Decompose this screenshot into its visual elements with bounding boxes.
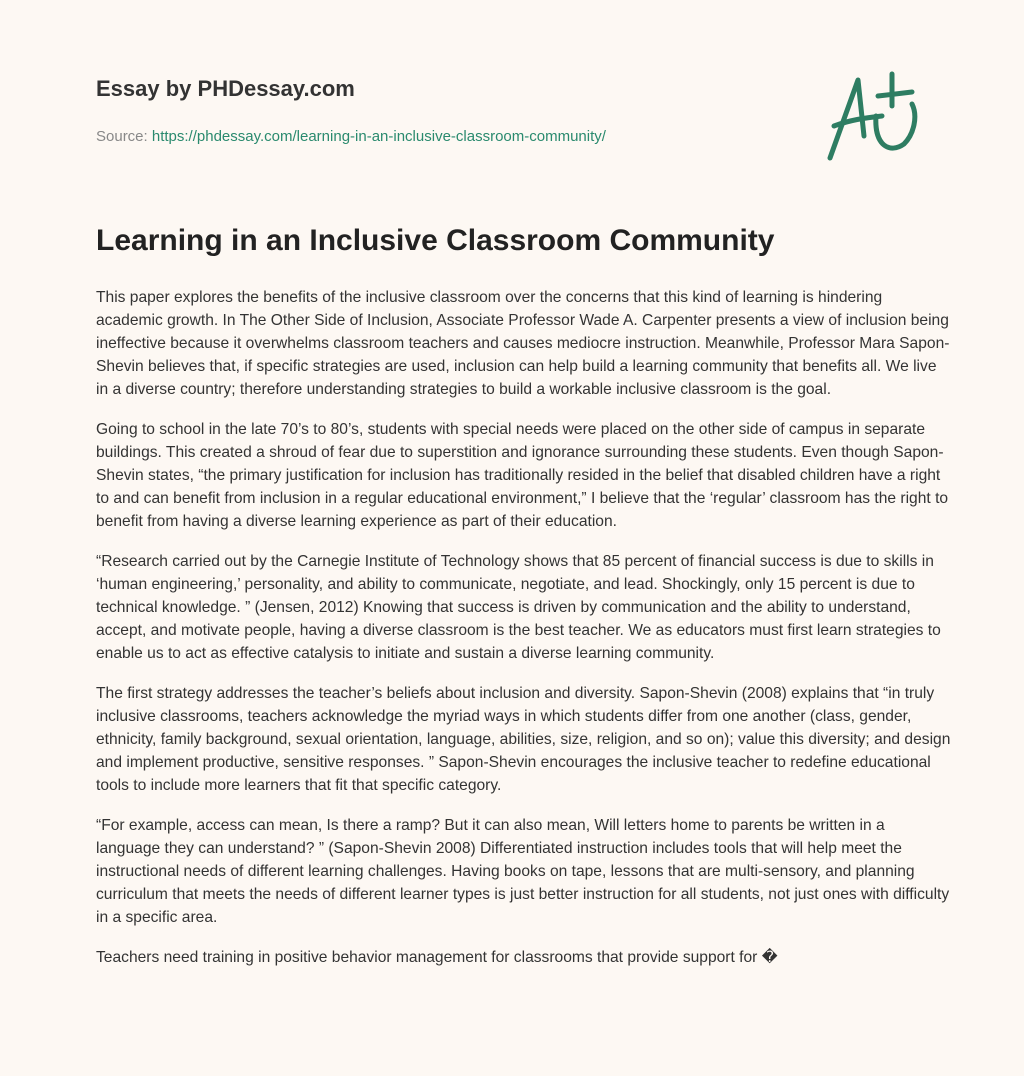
paragraph: “For example, access can mean, Is there a ramp? But it can also mean, Will letters home to parents be written in a language they can understand? ” (Sapon-Shevin 2008) Differentiated instruction includes tools that will help meet the instructional needs of different learning challenges. Having books on tape, lessons that are multi-sensory, and planning curriculum that meets the needs of different learner types is just better instruction for all students, not just ones with difficulty in a specific area.: [96, 817, 950, 926]
site-title: Essay by PHDessay.com: [96, 76, 355, 101]
paragraph: This paper explores the benefits of the inclusive classroom over the concerns that this kind of learning is hindering academic growth. In The Other Side of Inclusion, Associate Professor Wade A. Carpenter presents a view of inclusion being ineffective because it overwhelms classroom teachers and causes mediocre instruction. Meanwhile, Professor Mara Sapon-Shevin believes that, if specific strategies are used, inclusion can help build a learning community that benefits all. We live in a diverse country; therefore understanding strategies to build a workable inclusive classroom is the goal.: [96, 289, 950, 398]
paragraph: Teachers need training in positive behavior management for classrooms that provide support for �: [96, 949, 778, 966]
page-title: Learning in an Inclusive Classroom Community: [96, 224, 775, 257]
paragraph: “Research carried out by the Carnegie Institute of Technology shows that 85 percent of financial success is due to skills in ‘human engineering,’ personality, and ability to communicate, negotiate, and lead. Shockingly, only 15 percent is due to technical knowledge. ” (Jensen, 2012) Knowing that success is driven by communication and the ability to understand, accept, and motivate people, having a diverse classroom is the best teacher. We as educators must first learn strategies to enable us to act as effective catalysis to initiate and sustain a diverse learning community.: [96, 553, 941, 662]
source-label: Source:: [96, 128, 148, 145]
paragraph: Going to school in the late 70’s to 80’s, students with special needs were placed on the other side of campus in separate buildings. This created a shroud of fear due to superstition and ignorance surrounding these students. Even though Sapon-Shevin states, “the primary justification for inclusion has traditionally resided in the belief that disabled children have a right to and can benefit from inclusion in a regular educational environment,” I believe that the ‘regular’ classroom has the right to benefit from having a diverse learning experience as part of their education.: [96, 421, 949, 530]
paragraph: The first strategy addresses the teacher’s beliefs about inclusion and diversity. Sapon-Shevin (2008) explains that “in truly inclusive classrooms, teachers acknowledge the myriad ways in which students differ from one another (class, gender, ethnicity, family background, sexual orientation, language, abilities, size, religion, and so on); value this diversity; and design and implement productive, sensitive responses. ” Sapon-Shevin encourages the inclusive teacher to redefine educational tools to include more learners that fit that specific category.: [96, 685, 951, 794]
source-link[interactable]: https://phdessay.com/learning-in-an-inclusive-classroom-community/: [151, 128, 606, 145]
article-body: [96, 286, 952, 986]
a-plus-logo-icon: [820, 66, 930, 166]
source-line: [96, 128, 606, 145]
essay-header: [96, 76, 606, 145]
